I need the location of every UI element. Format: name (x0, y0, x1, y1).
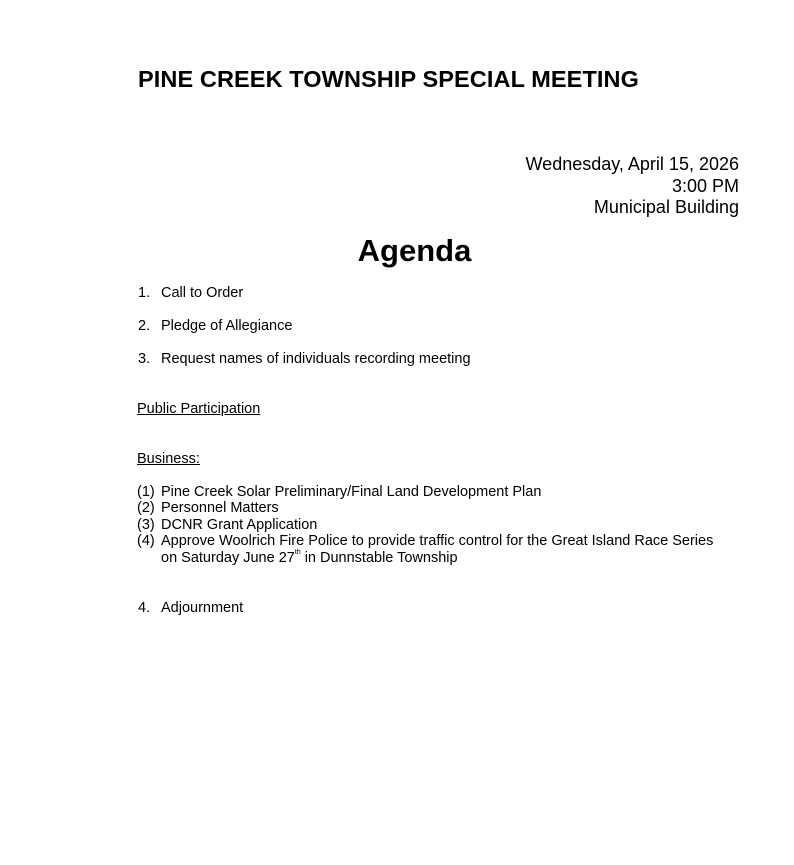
business-item-number: (1) (137, 484, 155, 500)
business-item-continuation (161, 550, 458, 566)
ordinal-suffix: th (294, 549, 301, 556)
meeting-time: 3:00 PM (671, 175, 739, 196)
business-item-number: (4) (137, 533, 155, 549)
public-participation-heading: Public Participation (137, 401, 261, 417)
business-item-number: (2) (137, 500, 155, 516)
item-text: Adjournment (161, 600, 244, 616)
business-item-text: DCNR Grant Application (161, 517, 318, 533)
meeting-date: Wednesday, April 15, 2026 (525, 154, 739, 174)
item-text: Call to Order (161, 285, 244, 301)
item-text: Request names of individuals recording meeting (161, 351, 471, 367)
business-heading: Business: (137, 451, 200, 467)
continuation-text: on Saturday June 27 (161, 550, 295, 566)
meeting-details (526, 154, 739, 219)
business-item-number: (3) (137, 517, 155, 533)
item-number: 2. (138, 318, 151, 334)
item-number: 4. (138, 600, 151, 616)
item-number: 1. (138, 285, 151, 301)
business-item-text: Approve Woolrich Fire Police to provide traffic control for the Great Island Race Series (161, 533, 714, 549)
item-number: 3. (138, 351, 151, 367)
business-item-text: Pine Creek Solar Preliminary/Final Land Development Plan (161, 484, 542, 500)
item-text: Pledge of Allegiance (161, 318, 293, 334)
meeting-location: Municipal Building (593, 197, 739, 217)
page-title: PINE CREEK TOWNSHIP SPECIAL MEETING (138, 66, 639, 92)
business-item-text: Personnel Matters (161, 500, 279, 516)
continuation-text: in Dunnstable Township (300, 550, 458, 566)
agenda-heading: Agenda (357, 233, 472, 268)
